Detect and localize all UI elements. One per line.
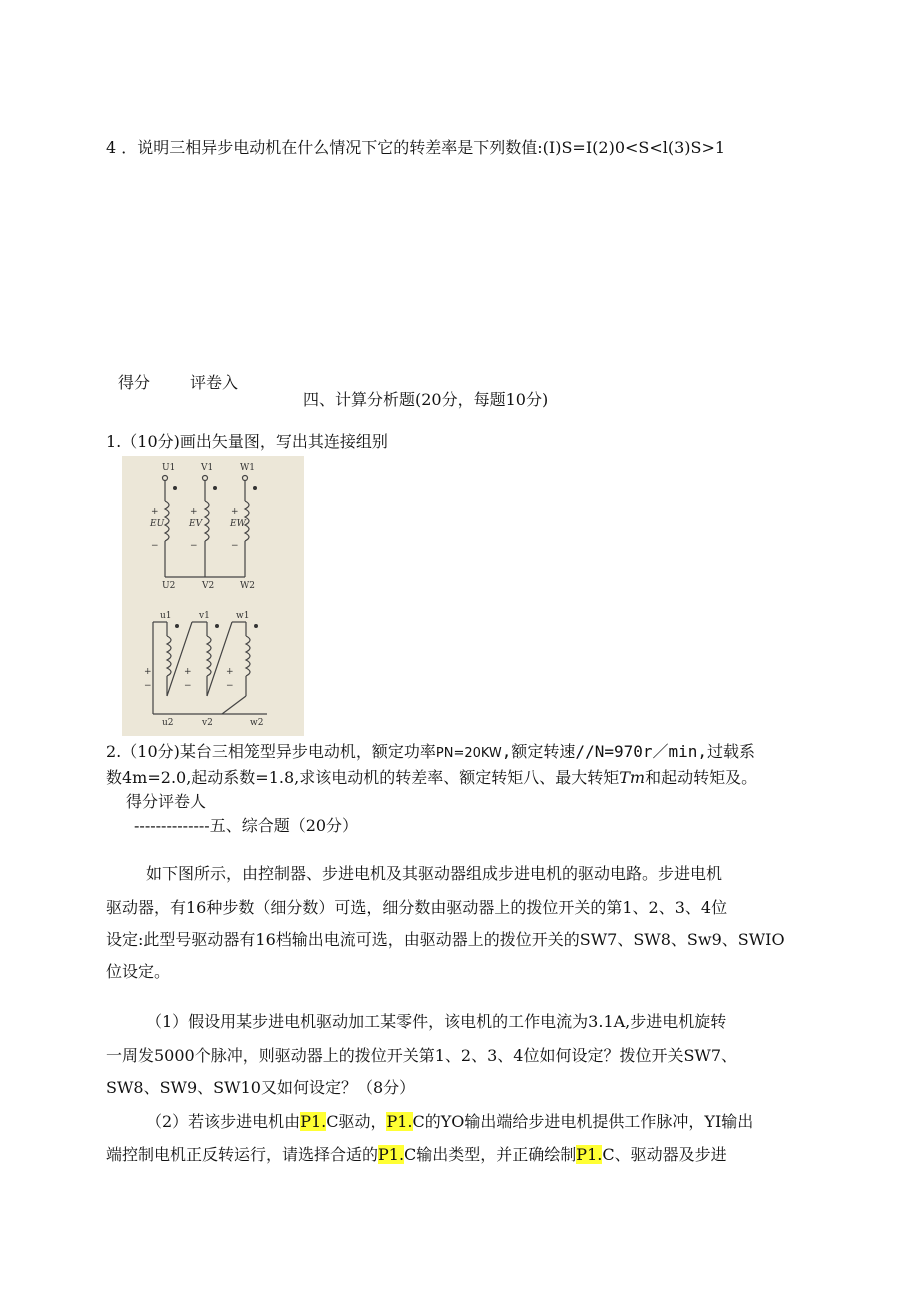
- p3-line2-text-a: 端控制电机正反转运行，请选择合适的: [106, 1145, 379, 1164]
- section-5-paragraph-2-line-1: （1）假设用某步进电机驱动加工某零件，该电机的工作电流为3.1A,步进电机旋转: [146, 1012, 727, 1031]
- emf-u-label: EU: [150, 519, 165, 529]
- p3-line1-text-b: C驱动，: [326, 1112, 387, 1131]
- emf-v-label: EV: [189, 519, 203, 529]
- svg-text:−: −: [184, 681, 192, 691]
- plc-highlight: P1.: [300, 1112, 327, 1131]
- label-u1-upper: U1: [162, 463, 176, 473]
- svg-text:+: +: [151, 507, 159, 517]
- label-u2-lower: u2: [162, 718, 174, 728]
- label-w1-upper: W1: [240, 463, 255, 473]
- section-5-paragraph-1-line-4: 位设定。: [106, 962, 171, 981]
- question-4: 4 ．说明三相异步电动机在什么情况下它的转差率是下列数值:(I)S=I(2)0<S<l(3)S>1: [106, 138, 726, 157]
- section-4-question-1: 1.（10分)画出矢量图，写出其连接组别: [106, 432, 388, 451]
- label-u1-lower: u1: [160, 611, 172, 621]
- section-4-title: 四、计算分析题(20分，每题10分): [303, 390, 549, 409]
- q2-line1-text-a: 2.（10分)某台三相笼型异步电动机，额定功率: [106, 742, 436, 761]
- section-5-paragraph-2-line-2: 一周发5000个脉冲，则驱动器上的拨位开关第1、2、3、4位如何设定？拨位开关SW7、: [106, 1046, 738, 1065]
- p3-line2-text-b: C输出类型，并正确绘制: [404, 1145, 577, 1164]
- section-5-score-grader: 得分评卷人: [126, 792, 207, 811]
- label-w2-lower: w2: [250, 718, 264, 728]
- section-5-title: --------------五、综合题（20分）: [134, 816, 359, 835]
- plc-highlight: P1.: [378, 1145, 405, 1164]
- label-u2: U2: [162, 581, 176, 591]
- section-5-paragraph-3-line-2: [106, 1144, 727, 1166]
- q2-max-torque-symbol: Tm: [619, 768, 646, 787]
- svg-text:−: −: [226, 681, 234, 691]
- p3-line1-text-c: C的YO输出端给步进电机提供工作脉冲，YI输出: [412, 1112, 754, 1131]
- svg-text:+: +: [226, 667, 234, 677]
- section-5-paragraph-1-line-1: 如下图所示，由控制器、步进电机及其驱动器组成步进电机的驱动电路。步进电机: [146, 864, 723, 883]
- emf-w-label: EW: [230, 519, 246, 529]
- plc-highlight: P1.: [386, 1112, 413, 1131]
- svg-text:+: +: [190, 507, 198, 517]
- plc-highlight: P1.: [576, 1145, 603, 1164]
- section-4-question-2-line-2: [106, 767, 757, 789]
- section-5-paragraph-1-line-2: 驱动器，有16种步数（细分数）可选，细分数由驱动器上的拨位开关的第1、2、3、4位: [106, 898, 728, 917]
- svg-text:−: −: [144, 681, 152, 691]
- section-5-paragraph-3-line-1: [146, 1111, 753, 1133]
- svg-text:−: −: [151, 541, 159, 551]
- label-v2: V2: [202, 581, 215, 591]
- svg-text:−: −: [231, 541, 239, 551]
- label-v2-lower: v2: [202, 718, 213, 728]
- score-label: 得分: [118, 373, 151, 392]
- q2-rated-power: PN=20KW: [435, 746, 502, 761]
- section-5-paragraph-1-line-3: 设定:此型号驱动器有16档输出电流可选，由驱动器上的拨位开关的SW7、SW8、Sw9、SWIO: [106, 930, 785, 949]
- svg-text:−: −: [190, 541, 198, 551]
- q2-line1-text-b: ,额定转速//N=970r／min,过载系: [501, 742, 756, 761]
- p3-line2-text-c: C、驱动器及步进: [602, 1145, 727, 1164]
- svg-text:+: +: [231, 507, 239, 517]
- label-w1-lower: w1: [236, 611, 250, 621]
- label-w2: W2: [240, 581, 255, 591]
- section-4-question-2-line-1: [106, 741, 755, 765]
- svg-text:+: +: [184, 667, 192, 677]
- p3-line1-text-a: （2）若该步进电机由: [146, 1112, 301, 1131]
- label-v1-upper: V1: [201, 463, 214, 473]
- q2-line2-text-b: 和起动转矩及。: [645, 768, 758, 787]
- transformer-winding-diagram: [122, 456, 304, 736]
- section-5-paragraph-2-line-3: SW8、SW9、SW10又如何设定？（8分）: [106, 1078, 416, 1097]
- label-v1-lower: v1: [199, 611, 210, 621]
- grader-label: 评卷入: [190, 373, 239, 392]
- q2-line2-text-a: 数4m=2.0,起动系数=1.8,求该电动机的转差率、额定转矩八、最大转矩: [106, 768, 620, 787]
- svg-text:+: +: [144, 667, 152, 677]
